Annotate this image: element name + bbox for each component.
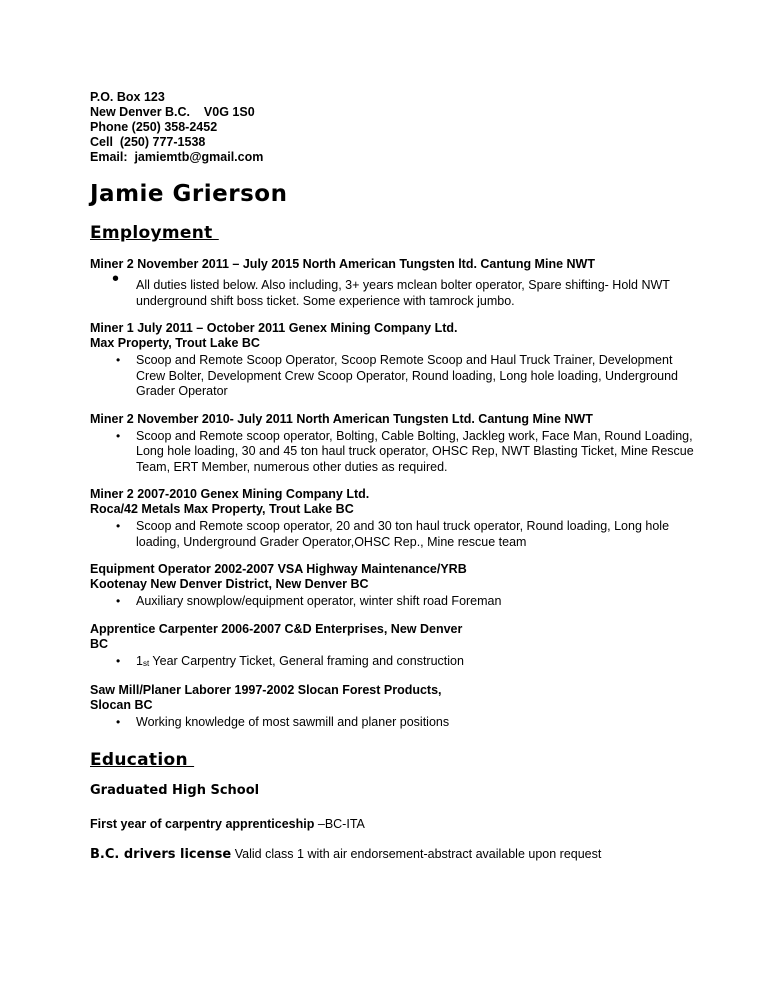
job-title: Saw Mill/Planer Laborer 1997-2002 Slocan Forest Products, bbox=[90, 683, 442, 697]
duty-item bbox=[90, 654, 700, 672]
duty-list bbox=[90, 268, 700, 309]
job-title: Miner 2 November 2010- July 2011 North American Tungsten Ltd. Cantung Mine NWT bbox=[90, 411, 593, 426]
duty-item bbox=[90, 429, 700, 476]
bullet-icon: • bbox=[116, 715, 121, 729]
license-label: B.C. drivers license bbox=[90, 846, 232, 862]
bullet-icon: • bbox=[116, 428, 121, 443]
duty-item bbox=[90, 353, 700, 400]
duty-text: All duties listed below. Also including, 3+ years mclean bolter operator, Spare shifting- Hold NWT underground shift boss ticket. Some experience with tamrock jumbo. bbox=[136, 278, 670, 308]
cell: Cell (250) 777-1538 bbox=[90, 135, 206, 149]
duty-list bbox=[90, 654, 700, 672]
bullet-icon: • bbox=[116, 594, 121, 608]
bullet-icon: • bbox=[112, 268, 120, 290]
duty-item bbox=[90, 594, 700, 610]
job-title: Miner 2 2007-2010 Genex Mining Company Ltd. bbox=[90, 487, 370, 501]
carpentry-label: First year of carpentry apprenticeship bbox=[90, 816, 315, 831]
duty-text: Year Carpentry Ticket, General framing and construction bbox=[149, 653, 464, 668]
duty-text: Auxiliary snowplow/equipment operator, winter shift road Foreman bbox=[136, 594, 502, 608]
duty-text: Scoop and Remote scoop operator, Bolting, Cable Bolting, Jackleg work, Face Man, Round Loading, Long hole loading, 30 and 45 ton haul truck operator, OHSC Rep, NWT Blasting Ticket, Mine Rescue Team, ERT Member, numerous other duties as required. bbox=[136, 428, 694, 474]
contact-block bbox=[90, 90, 700, 165]
job-entry bbox=[90, 562, 700, 610]
city-postal: New Denver B.C. V0G 1S0 bbox=[90, 105, 255, 119]
duty-ordinal-suffix: st bbox=[142, 658, 150, 668]
carpentry-apprenticeship bbox=[90, 817, 700, 832]
candidate-name: Jamie Grierson bbox=[90, 181, 288, 207]
phone: Phone (250) 358-2452 bbox=[90, 120, 218, 134]
graduated-high-school: Graduated High School bbox=[90, 782, 260, 798]
bullet-icon: • bbox=[116, 653, 121, 668]
job-entry bbox=[90, 487, 700, 550]
job-entry bbox=[90, 412, 700, 476]
bullet-icon: • bbox=[116, 353, 121, 367]
job-location: Roca/42 Metals Max Property, Trout Lake BC bbox=[90, 502, 354, 516]
resume-page bbox=[90, 90, 700, 863]
po-box: P.O. Box 123 bbox=[90, 90, 165, 104]
education-heading: Education bbox=[90, 749, 195, 770]
duty-item bbox=[90, 268, 700, 309]
license-detail: Valid class 1 with air endorsement-abstract available upon request bbox=[231, 846, 602, 861]
drivers-license bbox=[90, 846, 700, 863]
employment-heading: Employment bbox=[90, 223, 219, 243]
job-entry bbox=[90, 622, 700, 672]
job-entry bbox=[90, 683, 700, 731]
duty-list bbox=[90, 519, 700, 550]
duty-list bbox=[90, 594, 700, 610]
email: Email: jamiemtb@gmail.com bbox=[90, 150, 264, 164]
duty-text: Working knowledge of most sawmill and planer positions bbox=[136, 715, 450, 729]
job-title: Equipment Operator 2002-2007 VSA Highway Maintenance/YRB bbox=[90, 562, 467, 576]
duty-list bbox=[90, 429, 700, 476]
job-location: Max Property, Trout Lake BC bbox=[90, 336, 260, 350]
carpentry-detail: –BC-ITA bbox=[314, 816, 365, 831]
duty-list bbox=[90, 715, 700, 731]
job-entry bbox=[90, 257, 700, 309]
duty-number: 1 bbox=[136, 653, 143, 668]
bullet-icon: • bbox=[116, 519, 121, 533]
job-entry bbox=[90, 321, 700, 400]
duty-text: Scoop and Remote Scoop Operator, Scoop Remote Scoop and Haul Truck Trainer, Development Crew Bolter, Development Crew Scoop Operator, Round loading, Long hole loading, Underground Grader Operator bbox=[136, 353, 678, 398]
duty-item bbox=[90, 715, 700, 731]
job-title: Apprentice Carpenter 2006-2007 C&D Enterprises, New Denver bbox=[90, 621, 463, 636]
job-location: Slocan BC bbox=[90, 698, 153, 712]
job-location: BC bbox=[90, 636, 109, 651]
job-location: Kootenay New Denver District, New Denver BC bbox=[90, 577, 369, 591]
duty-list bbox=[90, 353, 700, 400]
duty-text: Scoop and Remote scoop operator, 20 and 30 ton haul truck operator, Round loading, Long hole loading, Underground Grader Operator,OHSC Rep., Mine rescue team bbox=[136, 519, 670, 549]
job-title: Miner 1 July 2011 – October 2011 Genex Mining Company Ltd. bbox=[90, 321, 458, 335]
duty-item bbox=[90, 519, 700, 550]
job-title: Miner 2 November 2011 – July 2015 North American Tungsten ltd. Cantung Mine NWT bbox=[90, 257, 595, 271]
